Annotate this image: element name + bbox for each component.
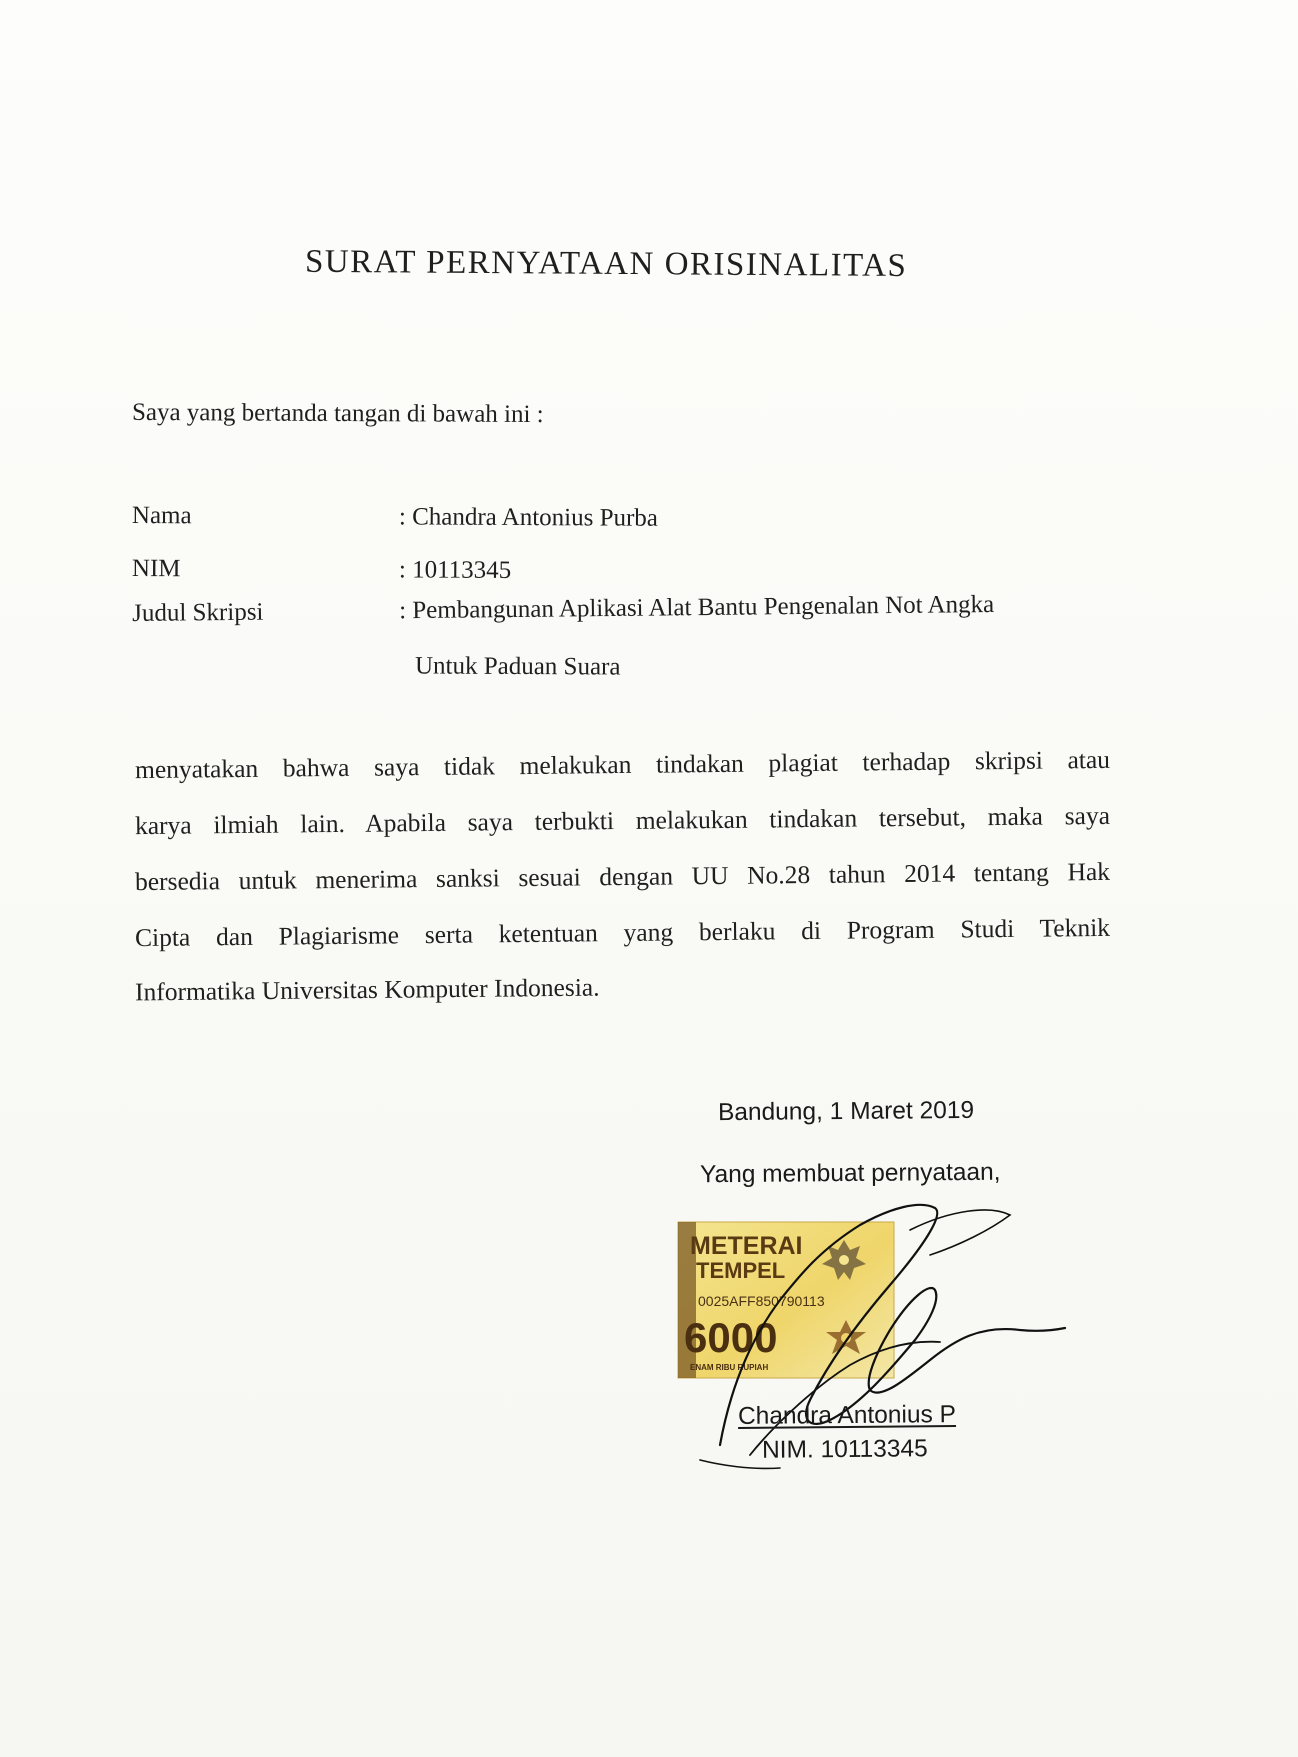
signer-nim: NIM. 10113345 bbox=[761, 1435, 928, 1464]
field-nim-value: : 10113345 bbox=[398, 556, 512, 584]
field-judul-value-continued: Untuk Paduan Suara bbox=[414, 652, 621, 681]
field-judul-label: Judul Skripsi bbox=[132, 598, 264, 627]
field-nama-value: : Chandra Antonius Purba bbox=[398, 503, 659, 532]
stamp-line1: METERAI bbox=[690, 1232, 803, 1260]
stamp-serial: 0025AFF850790113 bbox=[698, 1293, 825, 1309]
statement-line: karya ilmiah lain. Apabila saya terbukti melakukan tindakan tersebut, maka saya bbox=[134, 800, 1111, 841]
field-nama-label: Nama bbox=[131, 502, 192, 530]
stamp-line2: TEMPEL bbox=[696, 1258, 786, 1283]
statement-line: Informatika Universitas Komputer Indonesia. bbox=[134, 972, 600, 1007]
field-judul-value: : Pembangunan Aplikasi Alat Bantu Pengenalan Not Angka bbox=[398, 590, 995, 625]
place-date: Bandung, 1 Maret 2019 bbox=[717, 1096, 975, 1127]
statement-line: bersedia untuk menerima sanksi sesuai dengan UU No.28 tahun 2014 tentang Hak bbox=[134, 856, 1111, 897]
document-title: SURAT PERNYATAAN ORISINALITAS bbox=[304, 243, 908, 284]
field-nim-label: NIM bbox=[131, 555, 181, 583]
signer-name: Chandra Antonius P bbox=[737, 1401, 957, 1430]
stamp-caption: ENAM RIBU RUPIAH bbox=[690, 1363, 769, 1372]
declarant-label: Yang membuat pernyataan, bbox=[699, 1158, 1001, 1189]
stamp-value: 6000 bbox=[684, 1314, 778, 1361]
statement-line: Cipta dan Plagiarisme serta ketentuan yang berlaku di Program Studi Teknik bbox=[134, 912, 1111, 953]
intro-text: Saya yang bertanda tangan di bawah ini : bbox=[131, 398, 544, 429]
statement-line: menyatakan bahwa saya tidak melakukan tindakan plagiat terhadap skripsi atau bbox=[134, 744, 1111, 785]
